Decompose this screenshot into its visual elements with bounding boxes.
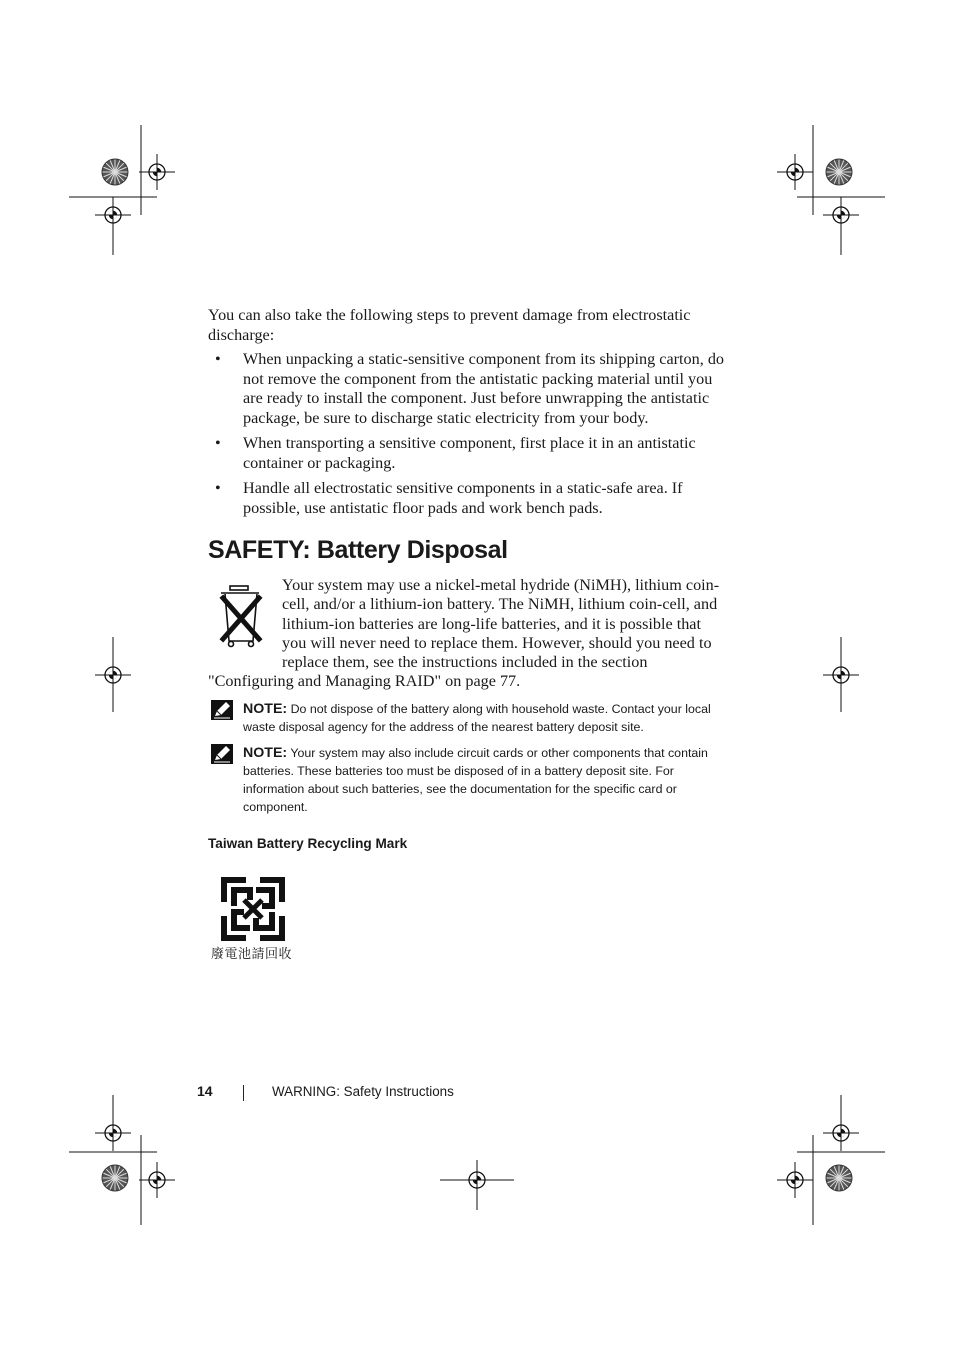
battery-disposal-paragraph [208, 576, 723, 692]
section-heading: SAFETY: Battery Disposal [208, 536, 508, 564]
note-label: NOTE: [243, 701, 288, 717]
page-number: 14 [197, 1083, 213, 1099]
registration-mark-icon [823, 1115, 859, 1151]
recycle-caption: 廢電池請回收 [211, 946, 293, 961]
bullet-symbol: • [215, 479, 221, 497]
recycle-mark-icon [220, 876, 286, 942]
intro-paragraph: You can also take the following steps to prevent damage from electrostatic discharge: [208, 306, 691, 344]
color-wheel-icon [102, 1165, 128, 1191]
registration-mark-icon [823, 197, 859, 233]
battery-disposal-text: Your system may use a nickel-metal hydride (NiMH), lithium coin-cell, and/or a lithium-ion battery. The NiMH, lithium coin-cell, and lithium-ion batteries are long-life batteries, and it is possible that you will never need to replace them. However, should you need to replace them, see the instructions included in the section "Configuring and Managing RAID" on page 77. [208, 576, 720, 691]
registration-mark-icon [139, 154, 175, 190]
registration-mark-icon [777, 1162, 813, 1198]
registration-mark-icon [777, 154, 813, 190]
note-pencil-icon [211, 744, 233, 764]
registration-mark-icon [95, 197, 131, 233]
footer-title: WARNING: Safety Instructions [272, 1084, 454, 1099]
bullet-symbol: • [215, 434, 221, 452]
note-box [208, 744, 728, 816]
color-wheel-icon [826, 159, 852, 185]
color-wheel-icon [102, 159, 128, 185]
color-wheel-icon [826, 1165, 852, 1191]
list-item-text: When unpacking a static-sensitive component from its shipping carton, do not remove the component from the antistatic packing material until you are ready to install the component. Just before unwrapping the antistatic package, be sure to discharge static electricity from your body. [243, 350, 725, 427]
footer-divider [243, 1085, 244, 1101]
note-text: Do not dispose of the battery along with household waste. Contact your local waste disposal agency for the address of the nearest battery deposit site. [243, 702, 711, 734]
note-box [208, 700, 728, 736]
note-text: Your system may also include circuit cards or other components that contain batteries. These batteries too must be disposed of in a battery deposit site. For information about such batteries, see the documentation for the specific card or component. [243, 746, 708, 814]
subheading: Taiwan Battery Recycling Mark [208, 836, 408, 851]
registration-mark-icon [139, 1162, 175, 1198]
icon-spacer [208, 576, 282, 672]
list-item [208, 434, 728, 473]
registration-mark-icon [95, 1115, 131, 1151]
list-item [208, 350, 728, 428]
note-label: NOTE: [243, 745, 288, 761]
list-item [208, 479, 728, 518]
list-item-text: When transporting a sensitive component, first place it in an antistatic container or packaging. [243, 434, 696, 472]
list-item-text: Handle all electrostatic sensitive components in a static-safe area. If possible, use antistatic floor pads and work bench pads. [243, 479, 683, 517]
esd-steps-list [208, 350, 728, 524]
note-pencil-icon [211, 700, 233, 720]
bullet-symbol: • [215, 350, 221, 368]
